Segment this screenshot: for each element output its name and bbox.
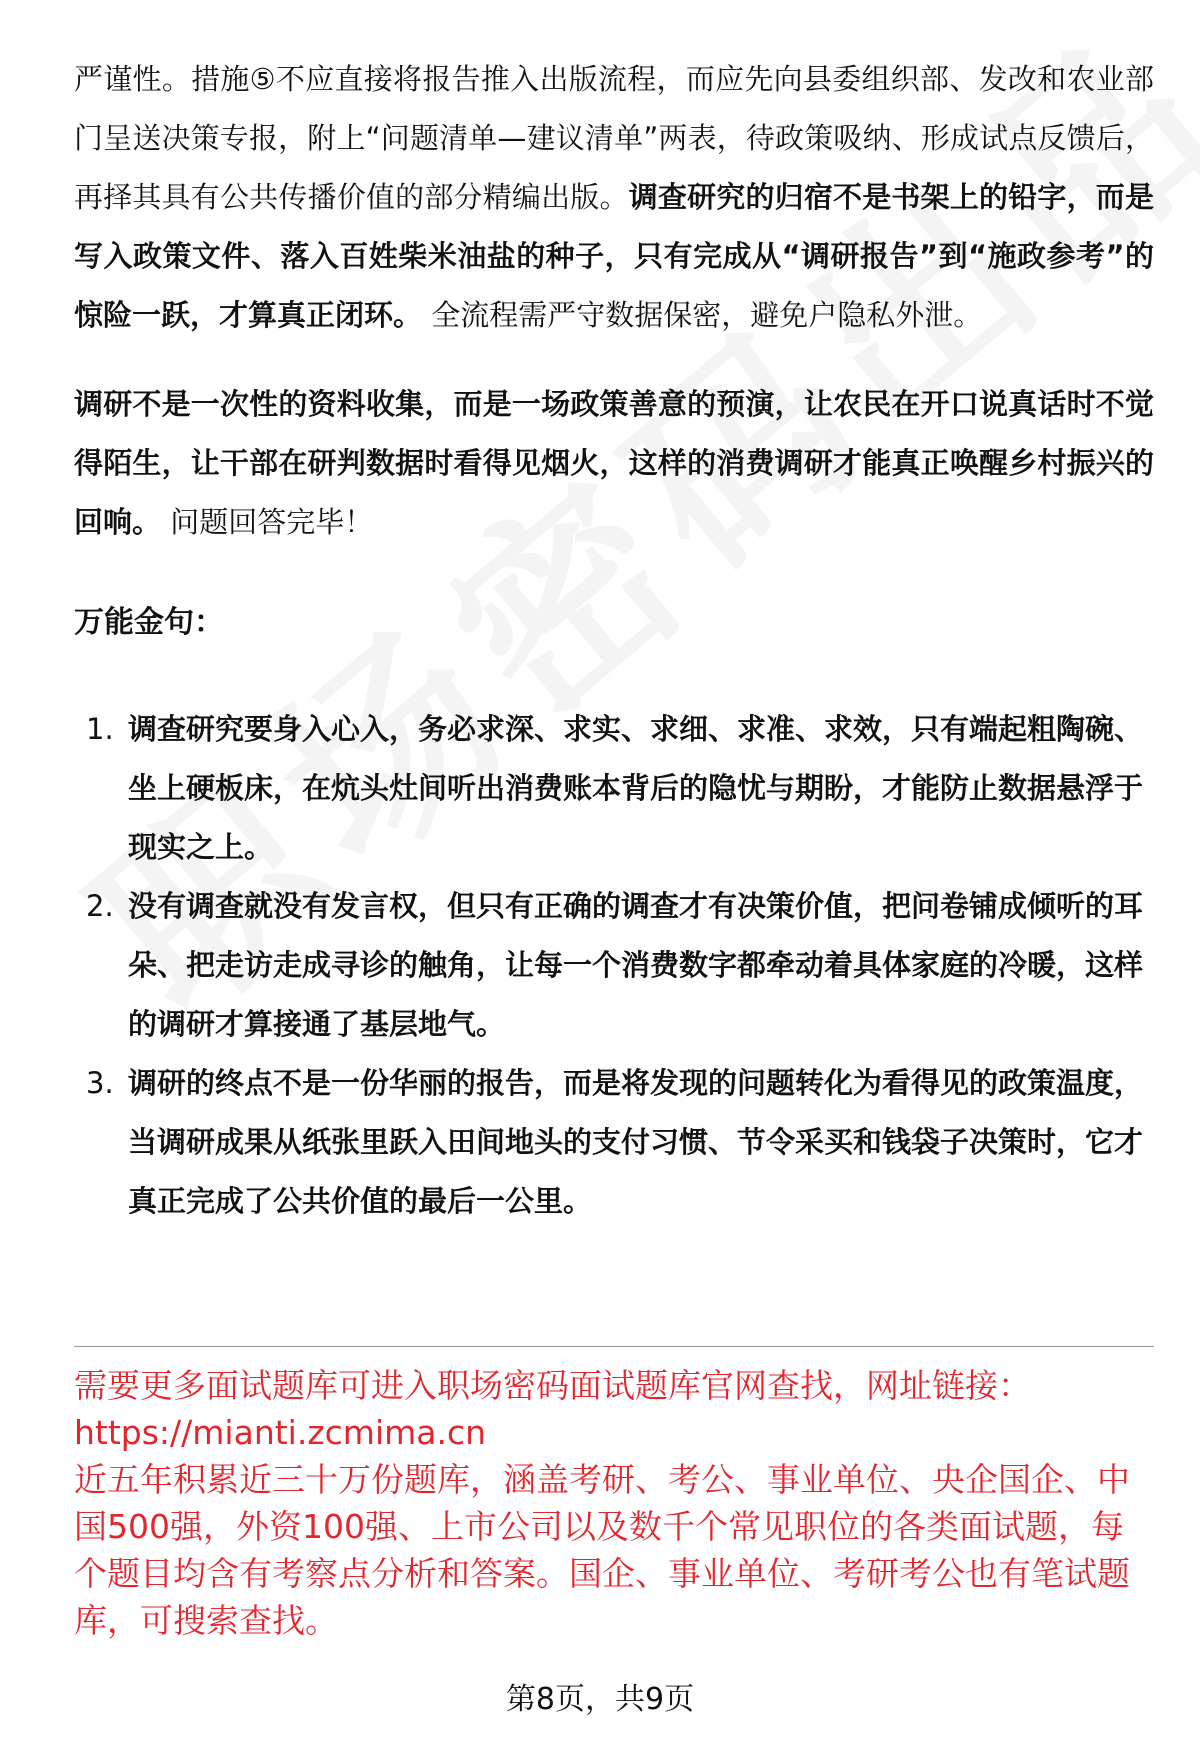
paragraph-2-normal-end: 问题回答完毕！	[161, 505, 374, 539]
body-paragraph-1	[74, 50, 1154, 345]
page-number: 第8页，共9页	[505, 1682, 695, 1717]
list-item	[74, 700, 1154, 877]
list-item	[74, 1054, 1154, 1231]
paragraph-1-bold: 调查研究的归宿不是书架上的铅字，而是写入政策文件、落入百姓柴米油盐的种子，只有完成从“调研报告”到“施政参考”的惊险一跃，才算真正闭环。	[74, 180, 1154, 332]
list-item-text: 调查研究要身入心入，务必求深、求实、求细、求准、求效，只有端起粗陶碗、坐上硬板床，在炕头灶间听出消费账本背后的隐忧与期盼，才能防止数据悬浮于现实之上。	[128, 712, 1144, 864]
list-item-text: 调研的终点不是一份华丽的报告，而是将发现的问题转化为看得见的政策温度，当调研成果从纸张里跃入田间地头的支付习惯、节令采买和钱袋子决策时，它才真正完成了公共价值的最后一公里。	[128, 1066, 1144, 1218]
paragraph-2-bold: 调研不是一次性的资料收集，而是一场政策善意的预演，让农民在开口说真话时不觉得陌生，让干部在研判数据时看得见烟火，这样的消费调研才能真正唤醒乡村振兴的回响。	[74, 387, 1154, 539]
list-item-number: 2.	[86, 889, 114, 923]
promo-description: 近五年积累近三十万份题库，涵盖考研、考公、事业单位、央企国企、中国500强，外资100强、上市公司以及数千个常见职位的各类面试题，每个题目均含有考察点分析和答案。国企、事业单位、考研考公也有笔试题库，可搜索查找。	[74, 1460, 1130, 1640]
golden-quotes-heading: 万能金句：	[74, 605, 224, 640]
paragraph-1-normal-start: 严谨性。措施⑤不应直接将报告推入出版流程，而应先向县委组织部、发改和农业部门呈送决策专报，附上“问题清单—建议清单”两表，待政策吸纳、形成试点反馈后，再择其具有公共传播价值的部分精编出版。	[74, 62, 1154, 214]
promo-block	[74, 1362, 1154, 1644]
promo-url-link[interactable]: https://mianti.zcmima.cn	[74, 1413, 487, 1452]
main-content	[74, 50, 1154, 1231]
list-item	[74, 877, 1154, 1054]
list-item-number: 1.	[86, 712, 114, 746]
body-paragraph-2	[74, 375, 1154, 552]
golden-quotes-list	[74, 700, 1154, 1231]
paragraph-1-normal-end: 全流程需严守数据保密，避免户隐私外泄。	[422, 298, 983, 332]
section-divider	[74, 1346, 1154, 1347]
list-item-number: 3.	[86, 1066, 114, 1100]
promo-line: 需要更多面试题库可进入职场密码面试题库官网查找，网址链接：	[74, 1366, 1031, 1405]
list-item-text: 没有调查就没有发言权，但只有正确的调查才有决策价值，把问卷铺成倾听的耳朵、把走访走成寻诊的触角，让每一个消费数字都牵动着具体家庭的冷暖，这样的调研才算接通了基层地气。	[128, 889, 1144, 1041]
